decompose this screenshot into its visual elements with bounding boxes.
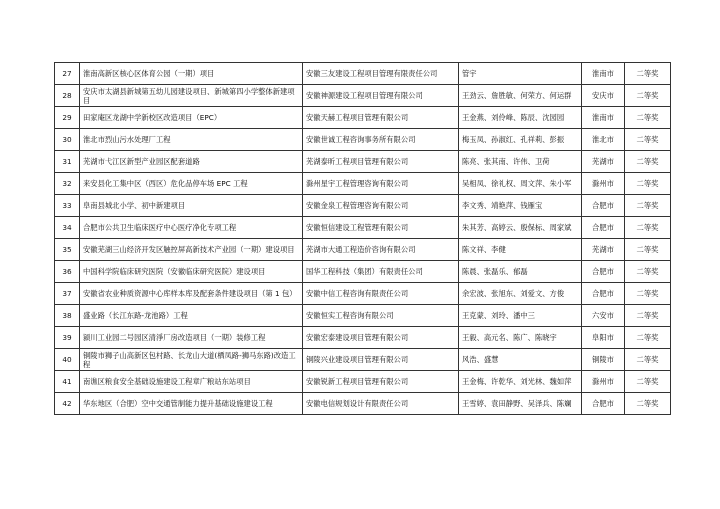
row-number-cell: 28: [55, 85, 80, 107]
project-name-cell: 安徽省农业种质资源中心库样本库及配套条件建设项目（第 1 包）: [80, 283, 303, 305]
organization-cell: 安徽恒实工程咨询有限公司: [303, 305, 459, 327]
participants-cell: 王雪婷、袁田静野、吴泽兵、陈斓: [459, 393, 582, 415]
city-cell: 淮北市: [582, 129, 625, 151]
award-level-cell: 二等奖: [625, 85, 671, 107]
row-number-cell: 30: [55, 129, 80, 151]
organization-cell: 安徽金泉工程管理咨询有限公司: [303, 195, 459, 217]
participants-cell: 陈亮、张其南、许伟、卫荷: [459, 151, 582, 173]
organization-cell: 安徽世诚工程咨询事务所有限公司: [303, 129, 459, 151]
project-name-cell: 安庆市太湖县新城第五幼儿园建设项目、新城第四小学整体新建项目: [80, 85, 303, 107]
row-number-cell: 34: [55, 217, 80, 239]
row-number-cell: 40: [55, 349, 80, 371]
organization-cell: 安徽天赫工程项目管理有限公司: [303, 107, 459, 129]
organization-cell: 芜湖泰昕工程项目管理有限公司: [303, 151, 459, 173]
table-row: [55, 63, 671, 85]
table-row: [55, 107, 671, 129]
organization-cell: 安徽神源建设工程项目管理有限公司: [303, 85, 459, 107]
project-name-cell: 安徽芜湖三山经济开发区触控屏高新技术产业园（一期）建设项目: [80, 239, 303, 261]
project-name-cell: 淮北市烈山污水处理厂工程: [80, 129, 303, 151]
participants-cell: 王克蒙、刘玲、潘中三: [459, 305, 582, 327]
participants-cell: 梅玉凤、孙淑红、孔祥莉、彭振: [459, 129, 582, 151]
row-number-cell: 36: [55, 261, 80, 283]
city-cell: 芜湖市: [582, 151, 625, 173]
row-number-cell: 41: [55, 371, 80, 393]
project-name-cell: 华东地区（合肥）空中交通管制能力提升基础设施建设工程: [80, 393, 303, 415]
award-level-cell: 二等奖: [625, 129, 671, 151]
award-level-cell: 二等奖: [625, 217, 671, 239]
city-cell: 滁州市: [582, 371, 625, 393]
organization-cell: 安徽锐新工程项目管理有限公司: [303, 371, 459, 393]
award-level-cell: 二等奖: [625, 305, 671, 327]
organization-cell: 安徽宏泰建设项目管理有限公司: [303, 327, 459, 349]
award-level-cell: 二等奖: [625, 239, 671, 261]
table-row: [55, 393, 671, 415]
city-cell: 芜湖市: [582, 239, 625, 261]
awards-table-body: [55, 63, 671, 415]
row-number-cell: 37: [55, 283, 80, 305]
project-name-cell: 合肥市公共卫生临床医疗中心医疗净化专项工程: [80, 217, 303, 239]
participants-cell: 王毅、高元名、陈广、陈晓宇: [459, 327, 582, 349]
participants-cell: 李文秀、靖艳萍、钱雁宝: [459, 195, 582, 217]
award-level-cell: 二等奖: [625, 371, 671, 393]
award-level-cell: 二等奖: [625, 261, 671, 283]
table-row: [55, 283, 671, 305]
organization-cell: 安徽中信工程咨询有限责任公司: [303, 283, 459, 305]
award-level-cell: 二等奖: [625, 393, 671, 415]
table-row: [55, 173, 671, 195]
participants-cell: 朱其芳、高婷云、殷保标、周家斌: [459, 217, 582, 239]
organization-cell: 安徽电信规划设计有限责任公司: [303, 393, 459, 415]
organization-cell: 芜湖市大通工程造价咨询有限公司: [303, 239, 459, 261]
city-cell: 滁州市: [582, 173, 625, 195]
participants-cell: 余宏波、张旭东、刘爱文、方俊: [459, 283, 582, 305]
project-name-cell: 盛业路（长江东路-龙池路）工程: [80, 305, 303, 327]
awards-table: [54, 62, 671, 415]
participants-cell: 王金燕、刘伶峰、陈辰、沈园园: [459, 107, 582, 129]
table-row: [55, 129, 671, 151]
row-number-cell: 33: [55, 195, 80, 217]
table-row: [55, 239, 671, 261]
participants-cell: 陈文祥、李健: [459, 239, 582, 261]
project-name-cell: 芜湖市弋江区新型产业园区配套道路: [80, 151, 303, 173]
project-name-cell: 南谯区粮食安全基础设施建设工程章广粮站东站项目: [80, 371, 303, 393]
organization-cell: 安徽恒信建设工程管理有限公司: [303, 217, 459, 239]
organization-cell: 国华工程科技（集团）有限责任公司: [303, 261, 459, 283]
participants-cell: 吴相凤、徐礼权、周文萍、朱小军: [459, 173, 582, 195]
award-level-cell: 二等奖: [625, 173, 671, 195]
project-name-cell: 铜陵市狮子山高新区包村路、长龙山大道(栖凤路-狮马东路)改造工程: [80, 349, 303, 371]
row-number-cell: 29: [55, 107, 80, 129]
table-row: [55, 195, 671, 217]
table-row: [55, 151, 671, 173]
city-cell: 合肥市: [582, 261, 625, 283]
row-number-cell: 38: [55, 305, 80, 327]
city-cell: 淮南市: [582, 107, 625, 129]
city-cell: 合肥市: [582, 217, 625, 239]
award-level-cell: 二等奖: [625, 283, 671, 305]
row-number-cell: 32: [55, 173, 80, 195]
row-number-cell: 27: [55, 63, 80, 85]
city-cell: 六安市: [582, 305, 625, 327]
participants-cell: 王金梅、许乾华、刘光林、魏如萍: [459, 371, 582, 393]
row-number-cell: 39: [55, 327, 80, 349]
award-level-cell: 二等奖: [625, 63, 671, 85]
award-level-cell: 二等奖: [625, 327, 671, 349]
city-cell: 阜阳市: [582, 327, 625, 349]
table-row: [55, 305, 671, 327]
project-name-cell: 淮南高新区核心区体育公园（一期）项目: [80, 63, 303, 85]
project-name-cell: 中国科学院临床研究医院（安徽临床研究医院）建设项目: [80, 261, 303, 283]
city-cell: 铜陵市: [582, 349, 625, 371]
city-cell: 合肥市: [582, 393, 625, 415]
project-name-cell: 来安县化工集中区（西区）危化品停车场 EPC 工程: [80, 173, 303, 195]
participants-cell: 风浩、盛慧: [459, 349, 582, 371]
row-number-cell: 42: [55, 393, 80, 415]
award-level-cell: 二等奖: [625, 107, 671, 129]
award-level-cell: 二等奖: [625, 349, 671, 371]
city-cell: 淮南市: [582, 63, 625, 85]
participants-cell: 陈晨、张磊乐、郁磊: [459, 261, 582, 283]
participants-cell: 管宇: [459, 63, 582, 85]
participants-cell: 王劲云、詹胜敏、何荣方、何运群: [459, 85, 582, 107]
table-row: [55, 349, 671, 371]
table-row: [55, 327, 671, 349]
row-number-cell: 31: [55, 151, 80, 173]
organization-cell: 铜陵兴业建设项目管理有限公司: [303, 349, 459, 371]
project-name-cell: 颍川工业园二号园区清淨厂房改造项目（一期）装修工程: [80, 327, 303, 349]
project-name-cell: 田家庵区龙湖中学新校区改造项目（EPC）: [80, 107, 303, 129]
award-level-cell: 二等奖: [625, 151, 671, 173]
city-cell: 合肥市: [582, 195, 625, 217]
project-name-cell: 阜南县城北小学、初中新建项目: [80, 195, 303, 217]
table-row: [55, 85, 671, 107]
table-row: [55, 261, 671, 283]
award-level-cell: 二等奖: [625, 195, 671, 217]
city-cell: 安庆市: [582, 85, 625, 107]
row-number-cell: 35: [55, 239, 80, 261]
table-row: [55, 371, 671, 393]
table-row: [55, 217, 671, 239]
organization-cell: 滁州星宇工程管理咨询有限公司: [303, 173, 459, 195]
city-cell: 合肥市: [582, 283, 625, 305]
organization-cell: 安徽三友建设工程项目管理有限责任公司: [303, 63, 459, 85]
